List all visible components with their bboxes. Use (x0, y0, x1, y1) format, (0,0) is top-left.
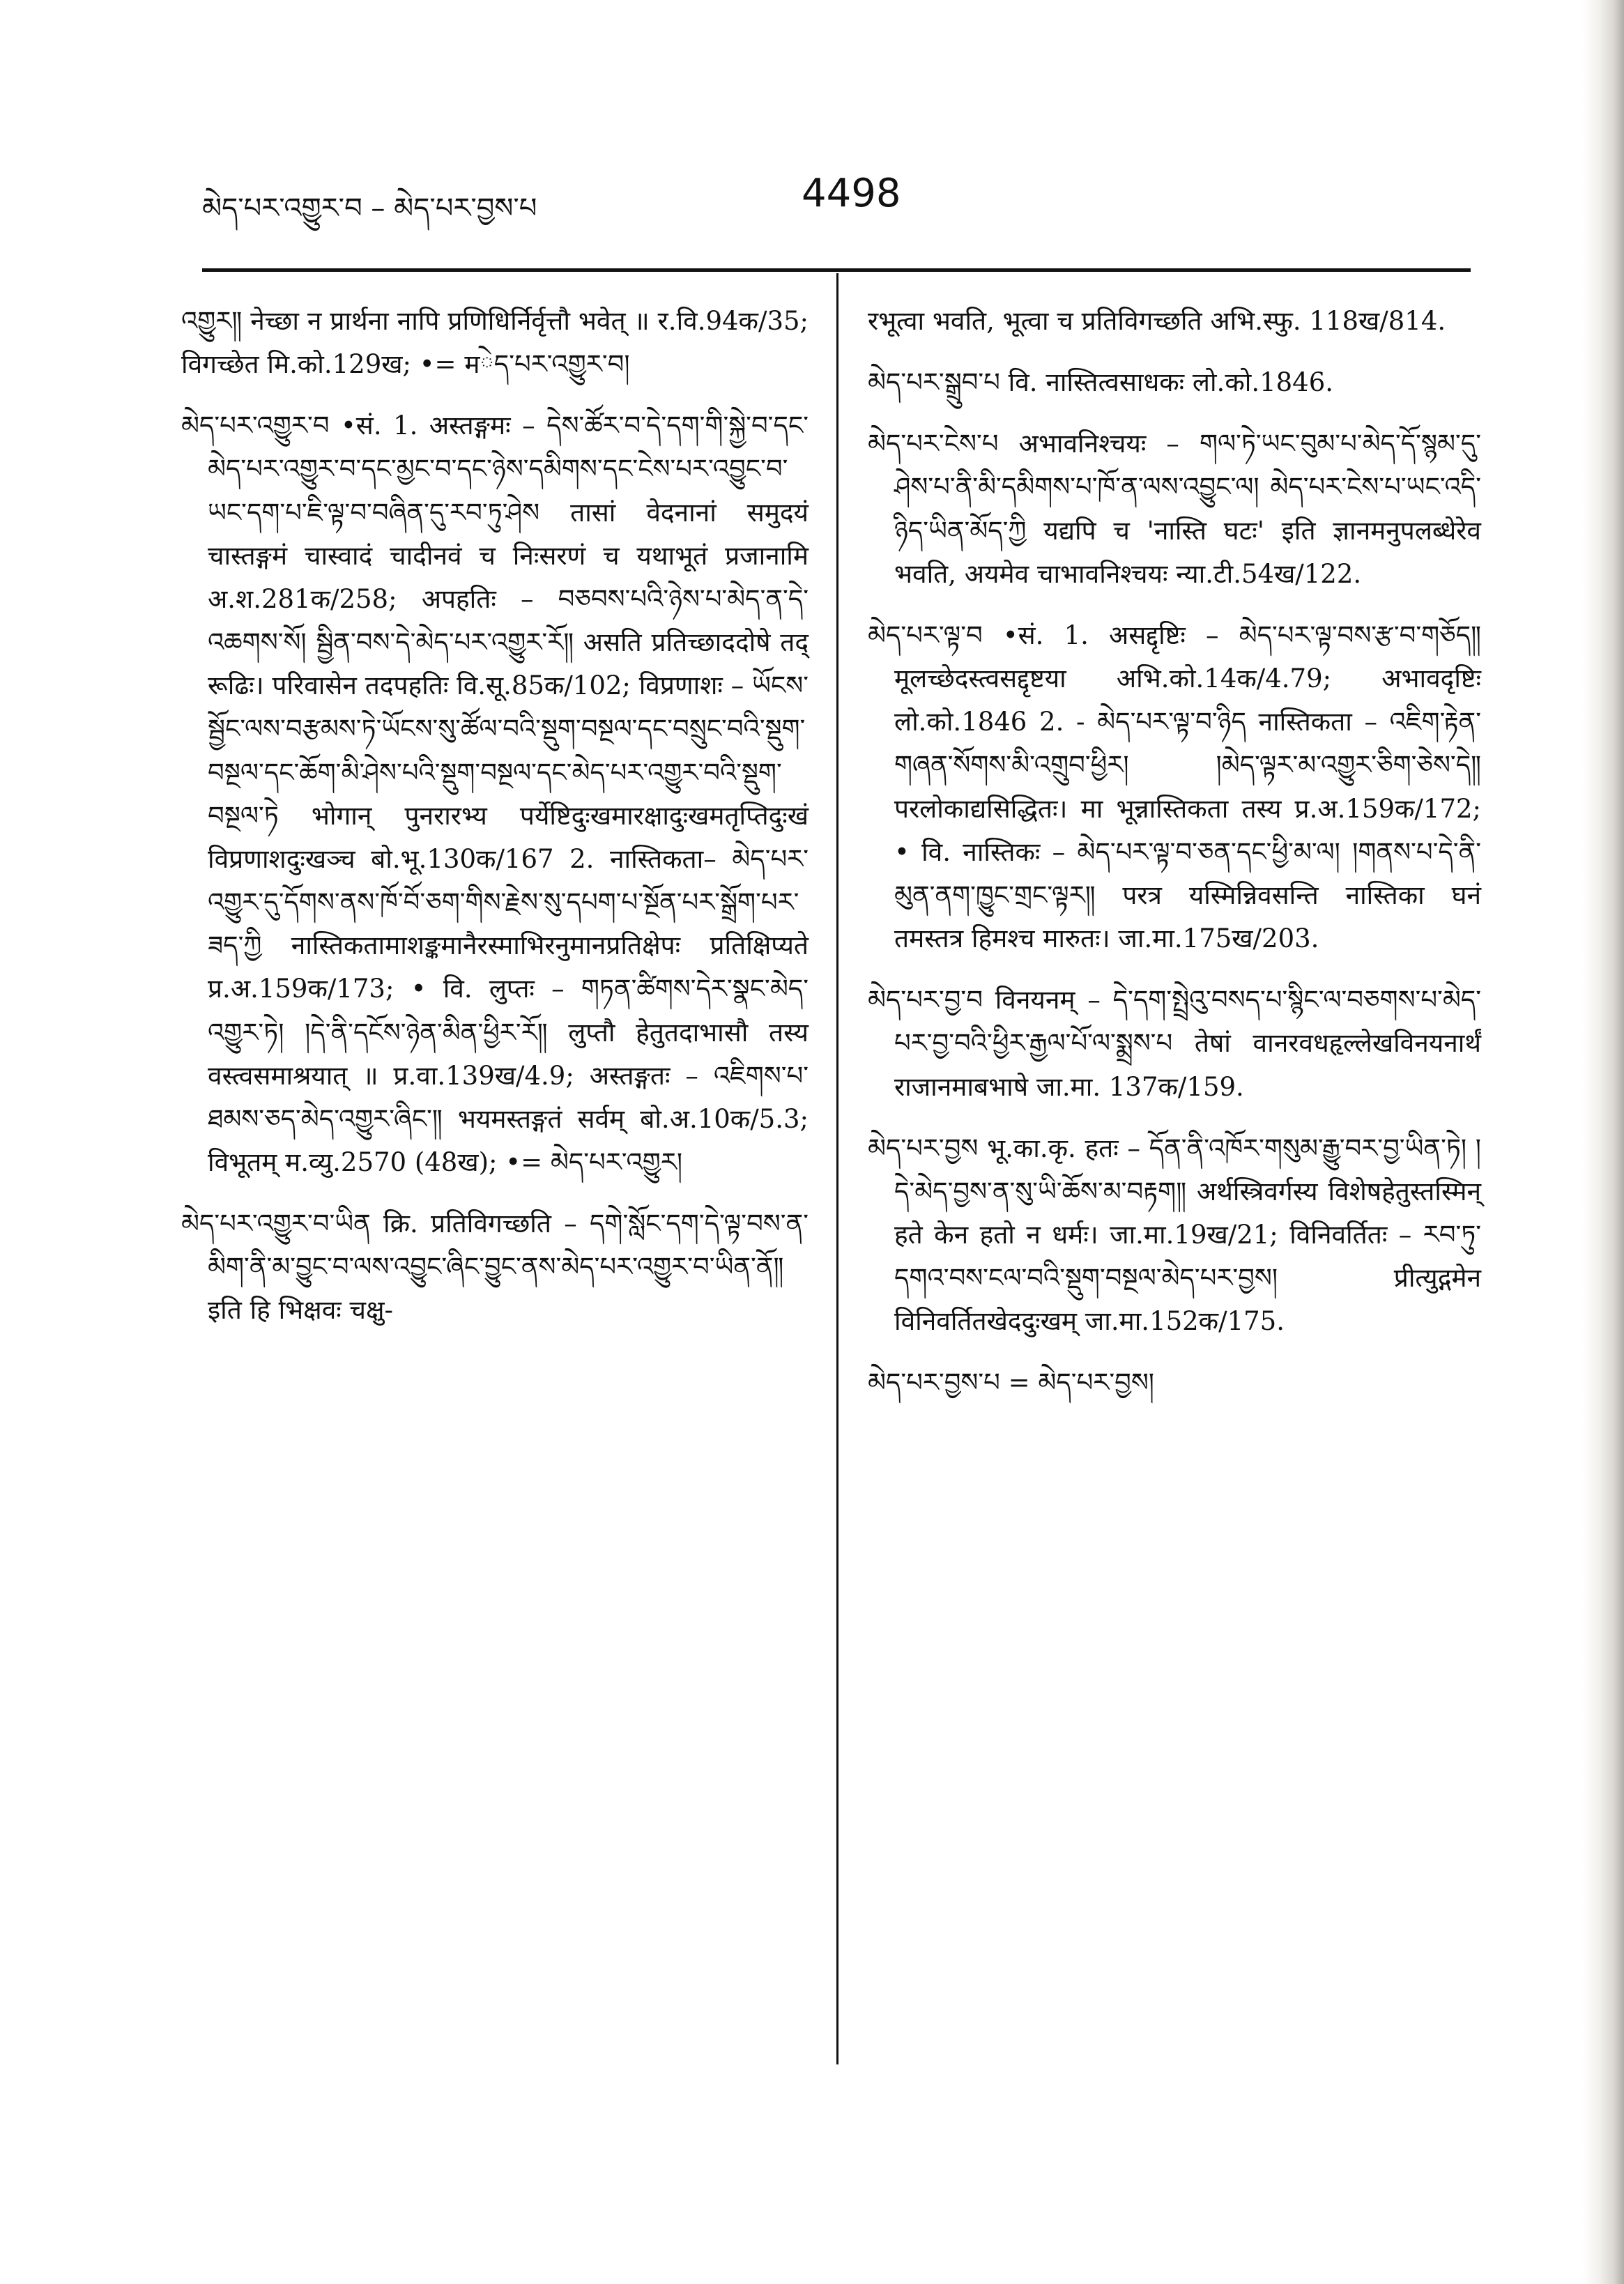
page-number: 4498 (802, 171, 901, 216)
dictionary-entry: མེད་པར་བྱས भू.का.कृ. हतः – དོན་ནི་འཁོར་གསུམ་རྒྱུ་བར་བྱ་ཡིན་ཏེ། །དེ་མེད་བྱས་ན་སུ་ཡི་ཆོས་མ་བརྟག༎ अर्थस्त्रिवर्गस्य विशेषहेतुस्तस्मिन् हते केन हतो न धर्मः। जा.मा.19ख/21; विनिवर्तितः – རབ་ཏུ་དགའ་བས་ངལ་བའི་སྡུག་བསྔལ་མེད་པར་བྱས། प्रीत्युद्गमेन विनिवर्तितखेददुःखम् जा.मा.152क/175. (868, 1133, 1481, 1337)
dictionary-entry: མེད་པར་ལྟ་བ •सं. 1. असद्दृष्टिः – མེད་པར་ལྟ་བས་རྩ་བ་གཅོད༎ मूलच्छेदस्त्वसद्दृष्टया अभि.को.14क/4.79; अभावदृष्टिः लो.को.1846 2. - མེད་པར་ལྟ་བ་ཉིད नास्तिकता – འཇིག་རྟེན་གཞན་སོགས་མི་འགྲུབ་ཕྱིར། །མེད་ལྟར་མ་འགྱུར་ཅིག་ཅེས་དེ༎ परलोकाद्यसिद्धितः। मा भून्नास्तिकता तस्य प्र.अ.159क/172; • वि. नास्तिकः – མེད་པར་ལྟ་བ་ཅན་དང་ཕྱི་མ་ལ། །གནས་པ་དེ་ནི་མུན་ནག་ཁྱུང་གྲང་ལྟར༎ परत्र यस्मिन्निवसन्ति नास्तिका घनं तमस्तत्र हिमश्च मारुतः। जा.मा.175ख/203. (868, 620, 1481, 954)
entry-continuation: འགྱུར༎ नेच्छा न प्रार्थना नापि प्रणिधिर्निर्वृत्तौ भवेत् ॥ र.वि.94क/35; विगच्छेत मि.को.129ख; •= मེད་པར་འགྱུར་བ། (181, 306, 809, 380)
dictionary-entry: མེད་པར་འགྱུར་བ •सं. 1. अस्तङ्गमः – དེས་ཚོར་བ་དེ་དག་གི་སྐྱེ་བ་དང་མེད་པར་འགྱུར་བ་དང་མྱང་བ་དང་ཉེས་དམིགས་དང་ངེས་པར་འབྱུང་བ་ཡང་དག་པ་ཇི་ལྟ་བ་བཞིན་དུ་རབ་ཏུ་ཤེས तासां वेदनानां समुदयं चास्तङ्गमं चास्वादं चादीनवं च निःसरणं च यथाभूतं प्रजानामि अ.श.281क/258; अपहतिः – བཅབས་པའི་ཉེས་པ་མེད་ན་དེ་འཆགས་སོ། སྦྱིན་བས་དེ་མེད་པར་འགྱུར་རོ༎ असति प्रतिच्छाददोषे तद् रूढिः। परिवासेन तदपहतिः वि.सू.85क/102; विप्रणाशः – ཡོངས་སྦྱོང་ལས་བརྩམས་ཏེ་ཡོངས་སུ་ཚོལ་བའི་སྡུག་བསྔལ་དང་བསྲུང་བའི་སྡུག་བསྔལ་དང་ཆོག་མི་ཤེས་པའི་སྡུག་བསྔལ་དང་མེད་པར་འགྱུར་བའི་སྡུག་བསྔལ་ཏེ भोगान् पुनरारभ्य पर्येष्टिदुःखमारक्षादुःखमतृप्तिदुःखं विप्रणाशदुःखञ्च बो.भू.130क/167 2. नास्तिकता– མེད་པར་འགྱུར་དུ་དོགས་ནས་ཁོ་བོ་ཅག་གིས་རྗེས་སུ་དཔག་པ་སྔོན་པར་སྒྲོག་པར་ཟད་ཀྱི नास्तिकतामाशङ्कमानैरस्माभिरनुमानप्रतिक्षेपः प्रतिक्षिप्यते प्र.अ.159क/173; • वि. लुप्तः – གཏན་ཚིགས་དེར་སྣང་མེད་འགྱུར་ཏེ། །དེ་ནི་དངོས་ཉེན་མིན་ཕྱིར་རོ༎ लुप्तौ हेतुतदाभासौ तस्य वस्त्वसमाश्रयात् ॥ प्र.वा.139ख/4.9; अस्तङ्गतः – འཇིགས་པ་ཐམས་ཅད་མེད་འགྱུར་ཞིང་༎ भयमस्तङ्गतं सर्वम् बो.अ.10क/5.3; विभूतम् म.व्यु.2570 (48ख); •= མེད་པར་འགྱུར། (181, 411, 809, 1177)
dictionary-entry: མེད་པར་སྒྲུབ་པ वि. नास्तित्वसाधकः लो.को.1846. (868, 367, 1333, 398)
page-header (202, 171, 1457, 227)
right-column (868, 300, 1481, 1423)
column-divider (836, 273, 838, 2064)
scan-edge-shadow (1582, 0, 1624, 2284)
dictionary-entry: མེད་པར་ངེས་པ अभावनिश्चयः – གལ་ཏེ་ཡང་བུམ་པ་མེད་དོ་སྙམ་དུ་ཤེས་པ་ནི་མི་དམིགས་པ་ཁོ་ན་ལས་འབྱུང་ལ། མེད་པར་ངེས་པ་ཡང་འདི་ཉིད་ཡིན་མོད་ཀྱི यद्यपि च 'नास्ति घटः' इति ज्ञानमनुपलब्धेरेव भवति, अयमेव चाभावनिश्चयः न्या.टी.54ख/122. (868, 429, 1481, 589)
entry-continuation: रभूत्वा भवति, भूत्वा च प्रतिविगच्छति अभि.स्फु. 118ख/814. (868, 306, 1446, 336)
left-column (181, 300, 809, 1351)
running-head: མེད་པར་འགྱུར་བ – མེད་པར་བྱས་པ (202, 192, 537, 224)
dictionary-entry: མེད་པར་བྱས་པ = མེད་པར་བྱས། (868, 1367, 1155, 1398)
dictionary-entry: མེད་པར་བྱ་བ विनयनम् – དེ་དག་སྤྲེའུ་བསད་པ་སྙིང་ལ་བཅགས་པ་མེད་པར་བྱ་བའི་ཕྱིར་རྒྱལ་པོ་ལ་སྨྲས་པ तेषां वानरवधहृल्लेखविनयनार्थं राजानमाबभाषे जा.मा. 137क/159. (868, 985, 1481, 1102)
header-rule (202, 268, 1471, 272)
dictionary-entry: མེད་པར་འགྱུར་བ་ཡིན क्रि. प्रतिविगच्छति – དགེ་སློང་དག་དེ་ལྟ་བས་ན་མིག་ནི་མ་བྱུང་བ་ལས་འབྱུང་ཞིང་བྱུང་ནས་མེད་པར་འགྱུར་བ་ཡིན་ནོ༎ इति हि भिक्षवः चक्षु- (181, 1209, 809, 1326)
